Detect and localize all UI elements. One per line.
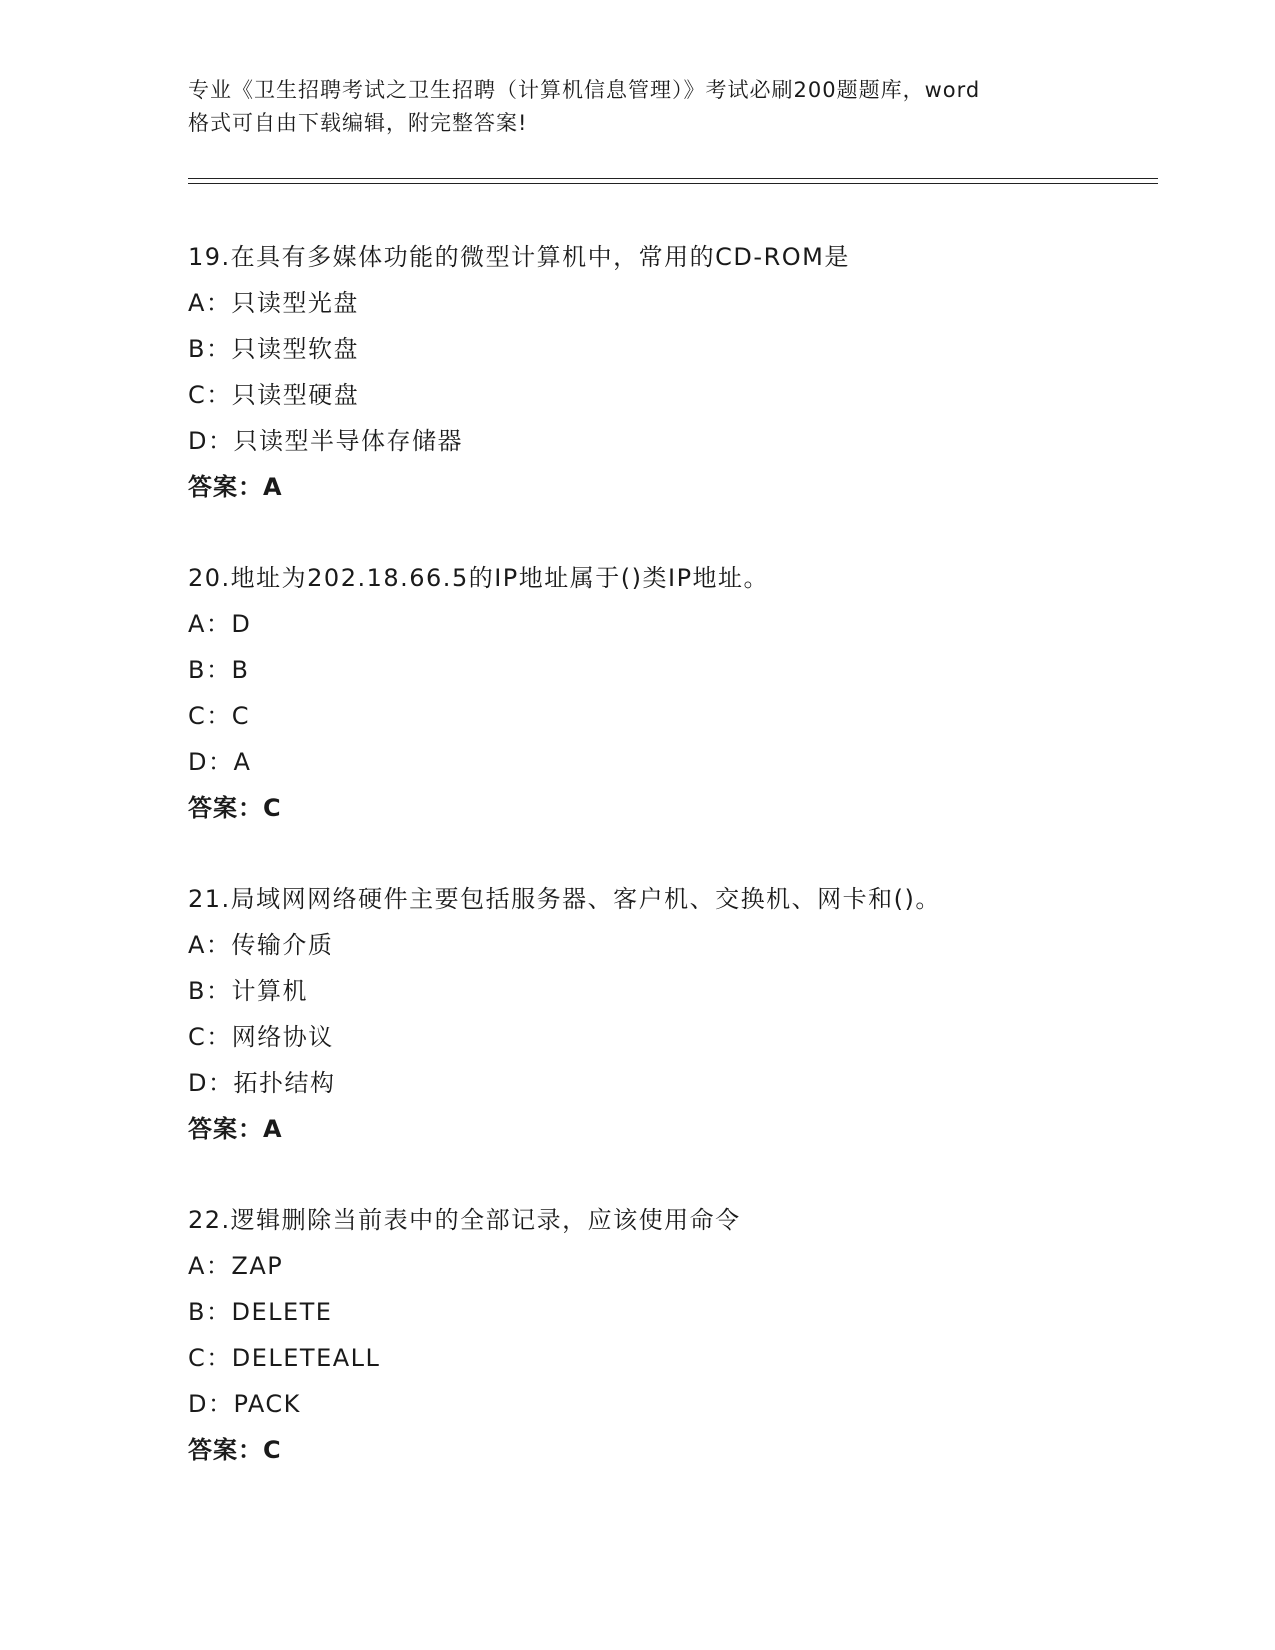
answer: 答案：C [188, 794, 282, 822]
option-d: D：A [188, 748, 252, 776]
option-c: C：DELETEALL [188, 1344, 381, 1372]
option-c: C：网络协议 [188, 1023, 334, 1051]
question-21 [188, 876, 1188, 1152]
question-22 [188, 1197, 1188, 1473]
answer: 答案：A [188, 473, 283, 501]
option-d: D：PACK [188, 1390, 301, 1418]
option-a: A：只读型光盘 [188, 289, 359, 317]
option-b: B：B [188, 656, 250, 684]
option-b: B：计算机 [188, 977, 308, 1005]
answer: 答案：A [188, 1115, 283, 1143]
question-stem: 21.局域网网络硬件主要包括服务器、客户机、交换机、网卡和()。 [188, 885, 941, 913]
question-stem: 20.地址为202.18.66.5的IP地址属于()类IP地址。 [188, 564, 770, 592]
question-stem: 22.逻辑删除当前表中的全部记录，应该使用命令 [188, 1206, 741, 1234]
option-b: B：只读型软盘 [188, 335, 359, 363]
answer: 答案：C [188, 1436, 282, 1464]
header-divider-top [188, 178, 1158, 179]
question-19 [188, 234, 1188, 510]
option-c: C：C [188, 702, 251, 730]
option-d: D：拓扑结构 [188, 1069, 336, 1097]
document-header [188, 74, 1108, 140]
header-line-1: 专业《卫生招聘考试之卫生招聘（计算机信息管理）》考试必刷200题题库，word [188, 78, 981, 102]
option-a: A：传输介质 [188, 931, 334, 959]
option-a: A：ZAP [188, 1252, 284, 1280]
option-c: C：只读型硬盘 [188, 381, 360, 409]
question-20 [188, 555, 1188, 831]
header-line-2: 格式可自由下载编辑，附完整答案! [188, 111, 528, 135]
header-divider-bottom [188, 183, 1158, 184]
question-stem: 19.在具有多媒体功能的微型计算机中，常用的CD-ROM是 [188, 243, 850, 271]
option-d: D：只读型半导体存储器 [188, 427, 463, 455]
option-b: B：DELETE [188, 1298, 333, 1326]
option-a: A：D [188, 610, 252, 638]
